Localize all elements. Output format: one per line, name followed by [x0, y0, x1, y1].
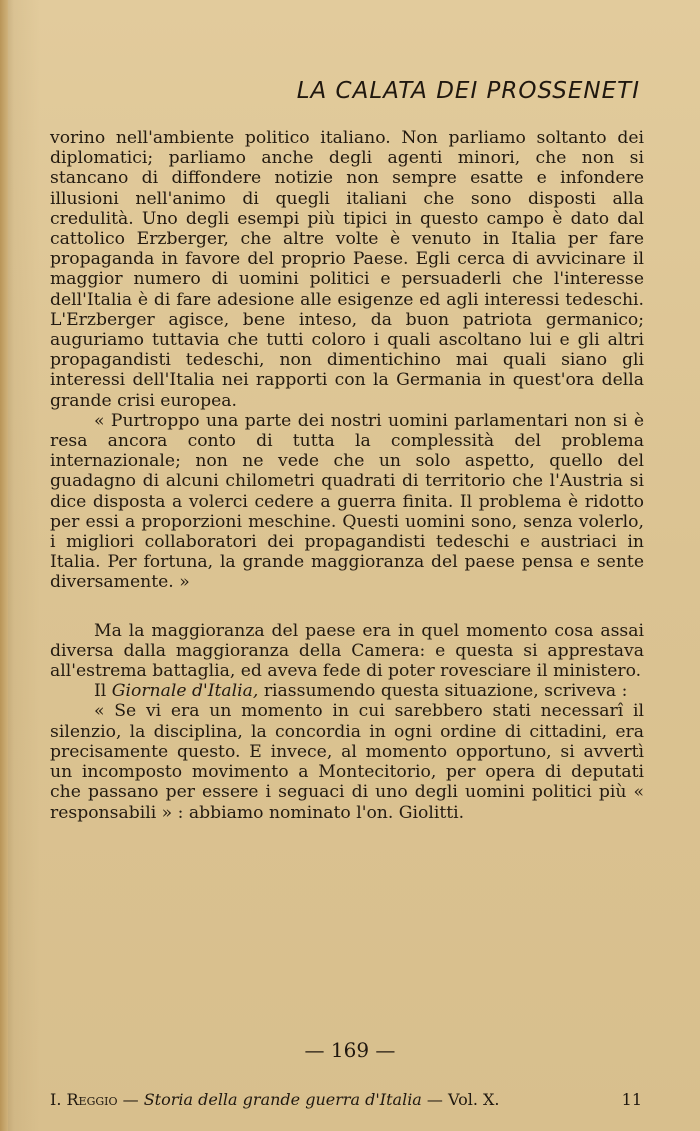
paragraph-3: Ma la maggioranza del paese era in quel momento cosa assai diversa dalla maggioranza della Camera: e questa si apprestava all'estrema battaglia, ed aveva fede di poter rovesciare il ministero.: [50, 620, 644, 682]
footer-dash-1: —: [117, 1090, 144, 1109]
page-spine-shadow: [0, 0, 8, 1131]
footer-author: I. Reggio: [50, 1090, 118, 1109]
footer-signature: 11: [621, 1090, 642, 1109]
paragraph-1: vorino nell'ambiente politico italiano. Non parliamo soltanto dei diplomatici; parliamo anche degli agenti minori, che non si stancano di diffondere notizie non sempre esatte e infondere illusioni nell'animo di quegli italiani che sono disposti alla credulità. Uno degli esempi più tipici in questo campo è dato dal cattolico Erzberger, che altre volte è venuto in Italia per fare propaganda in favore del proprio Paese. Egli cerca di avvicinare il maggior numero di uomini politici e persuaderli che l'interesse dell'Italia è di fare adesione alle esigenze ed agli interessi tedeschi. L'Erzberger agisce, bene inteso, da buon patriota germanico; auguriamo tuttavia che tutti coloro i quali ascoltano lui e gli altri propagandisti tedeschi, non dimentichino mai quali siano gli interessi dell'Italia nei rapporti con la Germania in quest'ora della grande crisi europea.: [50, 128, 644, 411]
footer-dash-2: —: [421, 1090, 449, 1109]
giornale-suffix: riassumendo questa situazione, scriveva :: [258, 681, 628, 702]
running-head: LA CALATA DEI PROSSENETI: [296, 78, 640, 104]
footer-volume: Vol. X.: [448, 1090, 500, 1109]
giornale-prefix: Il: [94, 681, 112, 702]
page-number: — 169 —: [304, 1038, 396, 1062]
paragraph-4: [50, 681, 644, 701]
footer-book-title: Storia della grande guerra d'Italia: [143, 1090, 422, 1109]
giornale-title: Giornale d'Italia,: [111, 681, 259, 702]
paragraph-5-quote: « Se vi era un momento in cui sarebbero stati necessarî il silenzio, la disciplina, la concordia in ogni ordine di cittadini, era precisamente questo. E invece, al momento opportuno, si avvertì un incomposto movimento a Montecitorio, per opera di deputati che passano per essere i seguaci di uno degli uomini politici più « responsabili » : abbiamo nominato l'on. Giolitti.: [50, 701, 644, 823]
body-text: [50, 128, 644, 823]
paragraph-2-quote: « Purtroppo una parte dei nostri uomini parlamentari non si è resa ancora conto di tutta la complessità del problema internazionale; non ne vede che un solo aspetto, quello del guadagno di alcuni chilometri quadrati di territorio che l'Austria si dice disposta a volerci cedere a guerra finita. Il problema è ridotto per essi a proporzioni meschine. Questi uomini sono, senza volerlo, i migliori collaboratori dei propagandisti tedeschi e austriaci in Italia. Per fortuna, la grande maggioranza del paese pensa e sente diversamente. »: [50, 410, 644, 593]
page-footer: [50, 1090, 642, 1109]
footer-citation: [50, 1090, 500, 1109]
